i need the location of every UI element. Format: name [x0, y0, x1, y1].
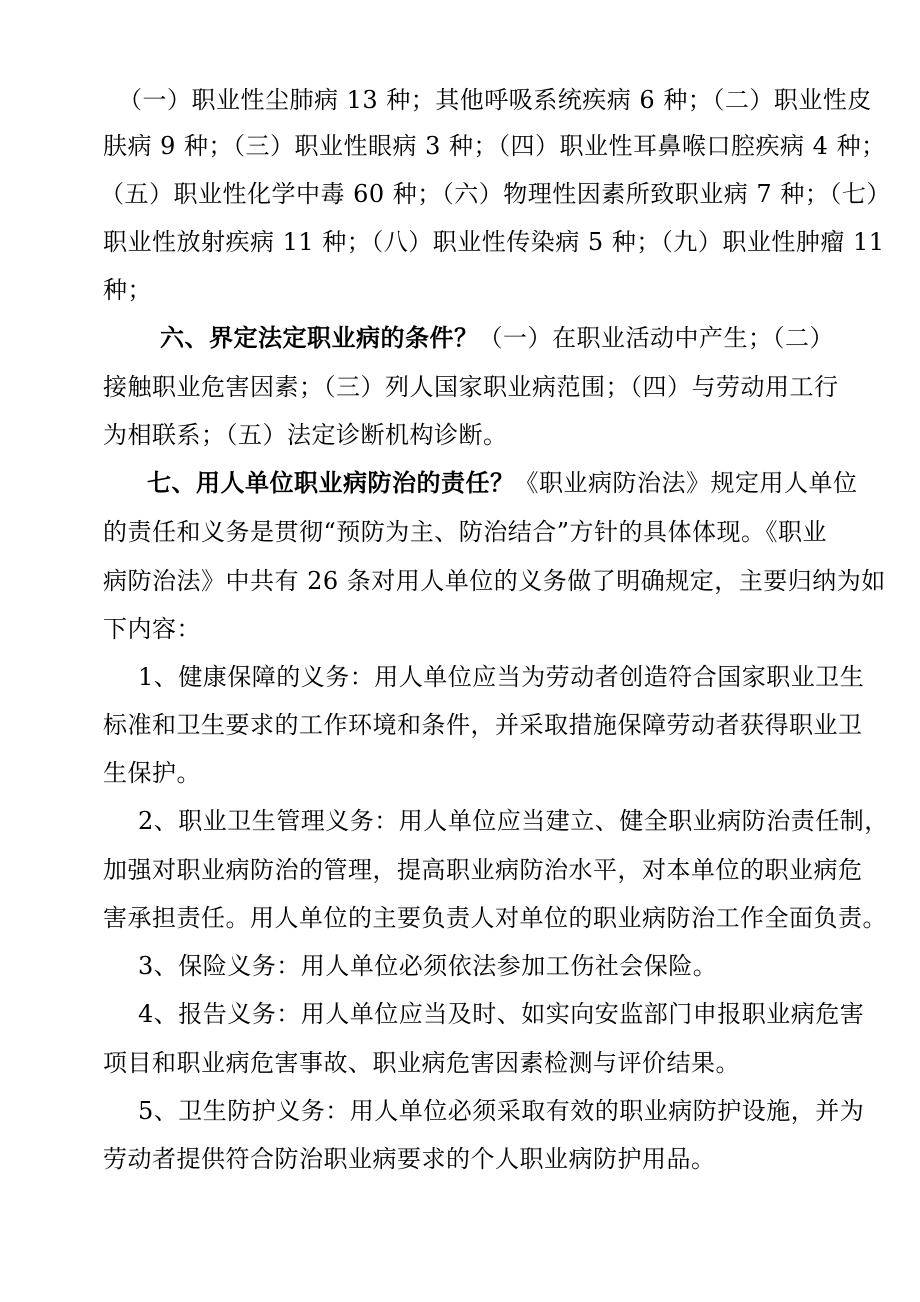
text-span: 《职业病防治法》规定用人单位 — [514, 469, 858, 497]
text-line: 加强对职业病防治的管理，提高职业病防治水平，对本单位的职业病危 — [103, 856, 863, 884]
text-line: 接触职业危害因素；（三）列人国家职业病范围；（四）与劳动用工行 — [103, 373, 839, 401]
section-heading: 六、界定法定职业病的条件？ — [160, 323, 479, 352]
text-line — [147, 468, 867, 498]
text-line: 生保护。 — [103, 759, 201, 787]
text-line: 劳动者提供符合防治职业病要求的个人职业病防护用品。 — [103, 1145, 716, 1173]
text-line: 职业性放射疾病 11 种；（八）职业性传染病 5 种；（九）职业性肿瘤 11 — [103, 228, 885, 256]
text-line: 害承担责任。用人单位的主要负责人对单位的职业病防治工作全面负责。 — [103, 904, 887, 932]
text-line: 病防治法》中共有 26 条对用人单位的义务做了明确规定，主要归纳为如 — [103, 567, 886, 595]
text-span: （一）在职业活动中产生；（二） — [478, 324, 834, 352]
text-line: 4、报告义务：用人单位应当及时、如实向安监部门申报职业病危害 — [138, 1000, 865, 1028]
text-line: （五）职业性化学中毒 60 种；（六）物理性因素所致职业病 7 种；（七） — [100, 180, 891, 208]
text-line: 种； — [103, 276, 152, 304]
text-line: 的责任和义务是贯彻“预防为主、防治结合”方针的具体体现。《职业 — [103, 518, 828, 546]
text-line: 3、保险义务：用人单位必须依法参加工伤社会保险。 — [138, 952, 718, 980]
text-line: 5、卫生防护义务：用人单位必须采取有效的职业病防护设施，并为 — [138, 1097, 865, 1125]
text-line: 肤病 9 种；（三）职业性眼病 3 种；（四）职业性耳鼻喉口腔疾病 4 种； — [103, 132, 886, 160]
text-line — [160, 323, 880, 353]
text-line: 为相联系；（五）法定诊断机构诊断。 — [103, 421, 508, 449]
text-line: 1、健康保障的义务：用人单位应当为劳动者创造符合国家职业卫生 — [138, 663, 865, 691]
text-line: 下内容： — [103, 615, 201, 643]
text-line: 项目和职业病危害事故、职业病危害因素检测与评价结果。 — [103, 1049, 740, 1077]
text-line: 标准和卫生要求的工作环境和条件，并采取措施保障劳动者获得职业卫 — [103, 711, 863, 739]
section-heading: 七、用人单位职业病防治的责任？ — [147, 468, 515, 497]
text-line: （一）职业性尘肺病 13 种；其他呼吸系统疾病 6 种；（二）职业性皮 — [118, 86, 872, 114]
text-line: 2、职业卫生管理义务：用人单位应当建立、健全职业病防治责任制， — [138, 807, 889, 835]
